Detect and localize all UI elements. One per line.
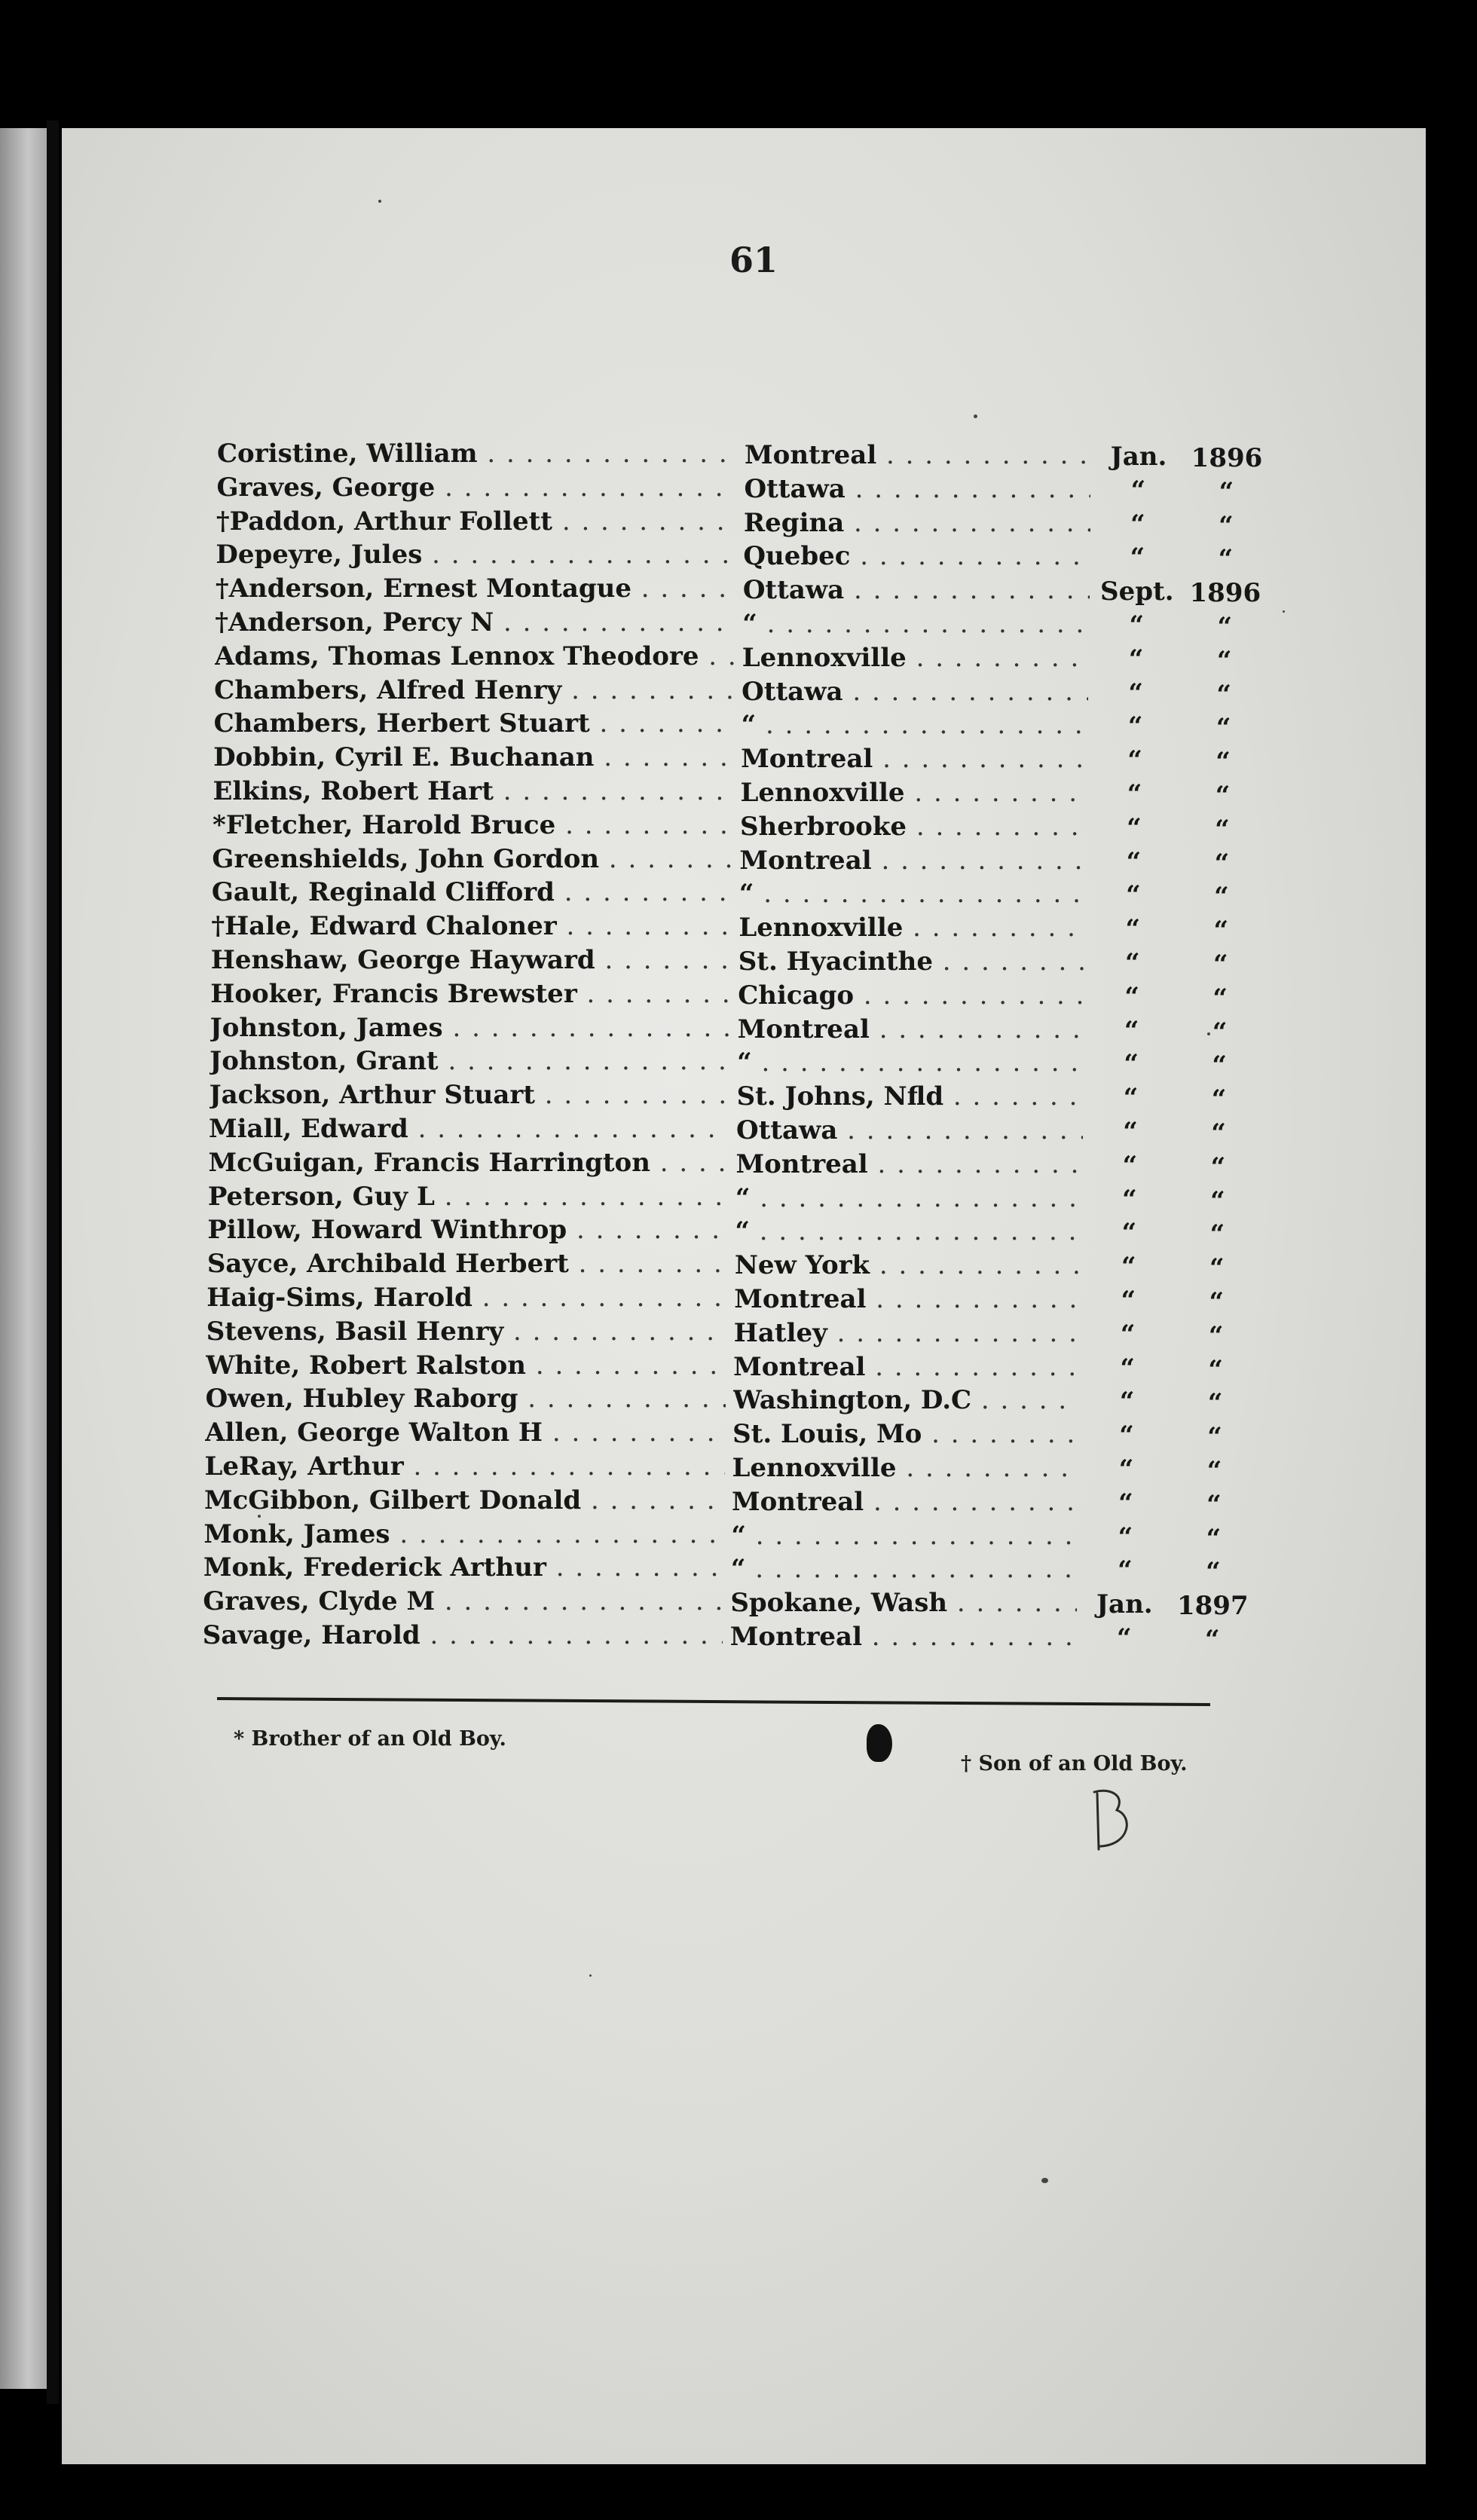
- register-place: St. Hyacinthe . . .: [738, 947, 1085, 977]
- register-year: “: [1216, 679, 1231, 710]
- register-month: “: [1123, 1083, 1139, 1114]
- register-month: “: [1118, 1555, 1133, 1586]
- register-month: “: [1130, 509, 1145, 540]
- footnote-son: † Son of an Old Boy.: [961, 1752, 1188, 1775]
- register-year: “: [1215, 780, 1231, 811]
- book-spine-shadow: [47, 121, 59, 2404]
- register-place: Montreal . . .: [730, 1622, 1077, 1652]
- register-year: “: [1216, 645, 1232, 676]
- register-month: “: [1119, 1387, 1135, 1418]
- register-year: “: [1209, 1219, 1225, 1250]
- register-year: “: [1214, 882, 1229, 913]
- register-year: “: [1212, 949, 1228, 980]
- register-month: “: [1121, 1252, 1136, 1283]
- register-name: Hooker, Francis Brewster . . .: [210, 979, 730, 1009]
- register-row: [206, 1350, 1231, 1384]
- register-year: 1897: [1176, 1591, 1249, 1622]
- register-name: Depeyre, Jules . . .: [216, 540, 735, 570]
- register-place: Spokane, Wash . . .: [730, 1588, 1077, 1618]
- register-place: Ottawa . . .: [736, 1115, 1083, 1145]
- register-year: “: [1208, 1320, 1224, 1351]
- register-month: “: [1129, 610, 1145, 641]
- register-name: †Paddon, Arthur Follett . . .: [216, 506, 736, 537]
- register-name: Graves, George . . .: [216, 472, 736, 503]
- register-year: 1896: [1191, 443, 1263, 473]
- register-place: New York . . .: [735, 1250, 1081, 1280]
- register-row: [203, 1519, 1228, 1553]
- register-month: “: [1126, 880, 1141, 911]
- register-row: [209, 1114, 1234, 1148]
- register-year: “: [1216, 747, 1231, 778]
- register-year: “: [1209, 1253, 1225, 1284]
- footnote-brother: * Brother of an Old Boy.: [234, 1727, 506, 1751]
- register-name: Henshaw, George Hayward . . .: [211, 945, 731, 975]
- register-month: “: [1120, 1353, 1135, 1384]
- register-place: Hatley . . .: [734, 1318, 1081, 1348]
- register-name: Coristine, William . . .: [217, 439, 737, 469]
- register-month: “: [1124, 947, 1140, 978]
- register-place: Ottawa . . .: [742, 677, 1088, 707]
- register-place: “ . . .: [739, 879, 1086, 909]
- register-year: “: [1213, 916, 1229, 947]
- register-month: “: [1130, 543, 1145, 573]
- register-place: St. Louis, Mo . . .: [732, 1419, 1079, 1449]
- register-place: “ . . .: [731, 1521, 1078, 1551]
- register-row: [215, 607, 1240, 641]
- register-year: “: [1215, 814, 1230, 845]
- register-year: “: [1219, 510, 1234, 541]
- register-month: “: [1122, 1150, 1138, 1181]
- register-row: [207, 1215, 1232, 1249]
- register-name: Savage, Harold . . .: [203, 1620, 723, 1650]
- register-name: Johnston, James . . .: [210, 1013, 730, 1043]
- register-row: [216, 472, 1241, 506]
- register-row: [213, 776, 1238, 810]
- register-year: 1896: [1189, 578, 1261, 609]
- handwritten-mark: [1087, 1786, 1139, 1854]
- register-place: Montreal . . .: [741, 744, 1087, 774]
- register-name: LeRay, Arthur . . .: [205, 1451, 725, 1482]
- register-month: “: [1123, 1116, 1138, 1147]
- register-row: [205, 1418, 1230, 1451]
- register-month: “: [1127, 711, 1143, 742]
- register-place: Montreal . . .: [745, 440, 1091, 470]
- register-place: “ . . .: [735, 1216, 1081, 1246]
- student-register-list: [202, 439, 1263, 1655]
- register-row: [215, 641, 1240, 675]
- register-year: “: [1206, 1523, 1222, 1554]
- register-name: Stevens, Basil Henry . . .: [206, 1317, 726, 1347]
- register-month: “: [1116, 1622, 1132, 1653]
- register-year: “: [1206, 1489, 1222, 1520]
- register-row: [216, 506, 1241, 540]
- register-month: “: [1118, 1488, 1133, 1518]
- register-year: “: [1216, 713, 1231, 744]
- register-name: McGibbon, Gilbert Donald . . .: [204, 1485, 724, 1515]
- register-place: Chicago . . .: [738, 980, 1084, 1011]
- register-row: [206, 1384, 1231, 1418]
- register-row: [208, 1182, 1233, 1216]
- register-row: [217, 439, 1263, 473]
- register-place: Washington, D.C . . .: [733, 1385, 1080, 1415]
- register-name: Johnston, Grant . . .: [209, 1046, 729, 1076]
- register-row: [210, 979, 1235, 1013]
- register-year: “: [1211, 1084, 1227, 1115]
- register-place: Montreal . . .: [733, 1352, 1080, 1382]
- register-row: [210, 1013, 1235, 1047]
- register-month: “: [1124, 1049, 1139, 1080]
- register-name: Chambers, Alfred Henry . . .: [214, 675, 734, 705]
- page-number: 61: [729, 240, 778, 280]
- register-month: Sept.: [1100, 576, 1174, 607]
- register-month: “: [1118, 1454, 1134, 1485]
- register-name: Allen, George Walton H . . .: [205, 1418, 725, 1448]
- register-place: “ . . .: [735, 1183, 1082, 1213]
- register-place: “ . . .: [742, 710, 1088, 740]
- ink-blot: [867, 1724, 892, 1762]
- register-place: Montreal . . .: [734, 1284, 1081, 1314]
- register-month: “: [1126, 846, 1142, 877]
- register-year: “: [1212, 1017, 1228, 1047]
- register-name: Gault, Reginald Clifford . . .: [212, 877, 732, 907]
- adjacent-page-edge: [0, 128, 47, 2389]
- register-row: [206, 1283, 1231, 1317]
- register-row: [215, 573, 1261, 609]
- register-row: [211, 945, 1236, 979]
- register-year: “: [1218, 544, 1234, 575]
- register-name: Miall, Edward . . .: [209, 1114, 729, 1144]
- register-row: [207, 1249, 1232, 1283]
- register-name: Pillow, Howard Winthrop . . .: [207, 1215, 727, 1245]
- register-place: Lennoxville . . .: [741, 778, 1087, 808]
- register-row: [203, 1586, 1249, 1622]
- register-name: Haig-Sims, Harold . . .: [206, 1283, 726, 1313]
- register-name: Peterson, Guy L . . .: [208, 1182, 728, 1212]
- register-month: “: [1125, 914, 1141, 945]
- register-month: Jan.: [1110, 442, 1167, 472]
- register-name: Owen, Hubley Raborg . . .: [206, 1384, 726, 1414]
- register-place: Montreal . . .: [735, 1149, 1082, 1179]
- register-row: [208, 1148, 1233, 1182]
- register-year: “: [1209, 1286, 1225, 1317]
- register-year: “: [1208, 1354, 1223, 1385]
- register-place: Sherbrooke . . .: [740, 812, 1087, 842]
- register-place: Ottawa . . .: [744, 474, 1090, 504]
- register-name: Jackson, Arthur Stuart . . .: [209, 1080, 729, 1110]
- register-month: “: [1127, 778, 1142, 809]
- register-year: “: [1206, 1557, 1221, 1588]
- register-name: McGuigan, Francis Harrington . . .: [208, 1148, 728, 1178]
- register-place: Quebec . . .: [743, 541, 1090, 571]
- register-row: [203, 1552, 1228, 1586]
- register-place: “ . . .: [742, 609, 1089, 639]
- register-year: “: [1214, 848, 1230, 879]
- register-place: Regina . . .: [744, 508, 1090, 538]
- register-year: “: [1206, 1455, 1222, 1486]
- register-month: “: [1127, 745, 1142, 776]
- register-row: [209, 1046, 1234, 1080]
- register-place: Montreal . . .: [739, 846, 1086, 876]
- register-place: “ . . .: [731, 1554, 1078, 1584]
- register-row: [213, 810, 1237, 844]
- register-row: [216, 540, 1240, 573]
- register-place: St. Johns, Nfld . . .: [737, 1081, 1084, 1112]
- register-month: “: [1127, 812, 1142, 843]
- register-name: Monk, James . . .: [203, 1519, 723, 1549]
- register-place: Lennoxville . . .: [742, 643, 1089, 673]
- register-name: Greenshields, John Gordon . . .: [212, 844, 732, 874]
- register-year: “: [1217, 611, 1233, 642]
- register-row: [212, 844, 1237, 878]
- register-row: [203, 1620, 1228, 1654]
- register-month: “: [1121, 1285, 1136, 1316]
- register-month: “: [1130, 475, 1146, 506]
- register-row: [204, 1485, 1229, 1519]
- register-place: Lennoxville . . .: [732, 1453, 1079, 1483]
- register-row: [214, 708, 1239, 742]
- register-name: Graves, Clyde M . . .: [203, 1586, 723, 1616]
- register-year: “: [1210, 1185, 1225, 1216]
- register-month: “: [1120, 1319, 1136, 1350]
- register-place: Lennoxville . . .: [738, 913, 1085, 943]
- register-name: Chambers, Herbert Stuart . . .: [214, 708, 734, 739]
- register-place: Montreal . . .: [738, 1014, 1084, 1044]
- register-place: Ottawa . . .: [743, 575, 1090, 605]
- register-row: [212, 877, 1237, 911]
- register-name: *Fletcher, Harold Bruce . . .: [213, 810, 732, 840]
- register-name: Elkins, Robert Hart . . .: [213, 776, 733, 806]
- register-name: Adams, Thomas Lennox Theodore . . .: [215, 641, 735, 671]
- register-month: Jan.: [1096, 1589, 1153, 1620]
- register-month: “: [1128, 677, 1143, 708]
- register-year: “: [1204, 1624, 1220, 1655]
- register-name: Sayce, Archibald Herbert . . .: [207, 1249, 727, 1279]
- register-year: “: [1207, 1422, 1222, 1453]
- register-year: “: [1212, 983, 1228, 1014]
- register-year: “: [1207, 1388, 1223, 1419]
- register-year: “: [1212, 1051, 1227, 1081]
- register-year: “: [1211, 1118, 1226, 1148]
- register-row: [209, 1080, 1234, 1114]
- register-place: Montreal . . .: [732, 1487, 1078, 1517]
- register-month: “: [1124, 981, 1139, 1012]
- register-year: “: [1210, 1151, 1226, 1182]
- register-month: “: [1121, 1218, 1137, 1249]
- register-row: [205, 1451, 1230, 1485]
- register-place: “ . . .: [737, 1047, 1084, 1078]
- register-name: †Hale, Edward Chaloner . . .: [211, 911, 731, 941]
- register-row: [213, 742, 1238, 776]
- register-name: †Anderson, Ernest Montague . . .: [216, 573, 735, 604]
- register-month: “: [1122, 1184, 1137, 1215]
- register-row: [214, 675, 1239, 709]
- register-name: †Anderson, Percy N . . .: [215, 607, 735, 638]
- register-name: Dobbin, Cyril E. Buchanan . . .: [213, 742, 733, 772]
- register-month: “: [1128, 644, 1144, 674]
- register-name: Monk, Frederick Arthur . . .: [203, 1552, 723, 1583]
- register-row: [211, 911, 1236, 945]
- register-month: “: [1124, 1015, 1139, 1046]
- register-row: [206, 1317, 1231, 1350]
- register-month: “: [1119, 1421, 1134, 1451]
- register-name: White, Robert Ralston . . .: [206, 1350, 726, 1381]
- register-month: “: [1118, 1521, 1133, 1552]
- register-year: “: [1219, 476, 1234, 507]
